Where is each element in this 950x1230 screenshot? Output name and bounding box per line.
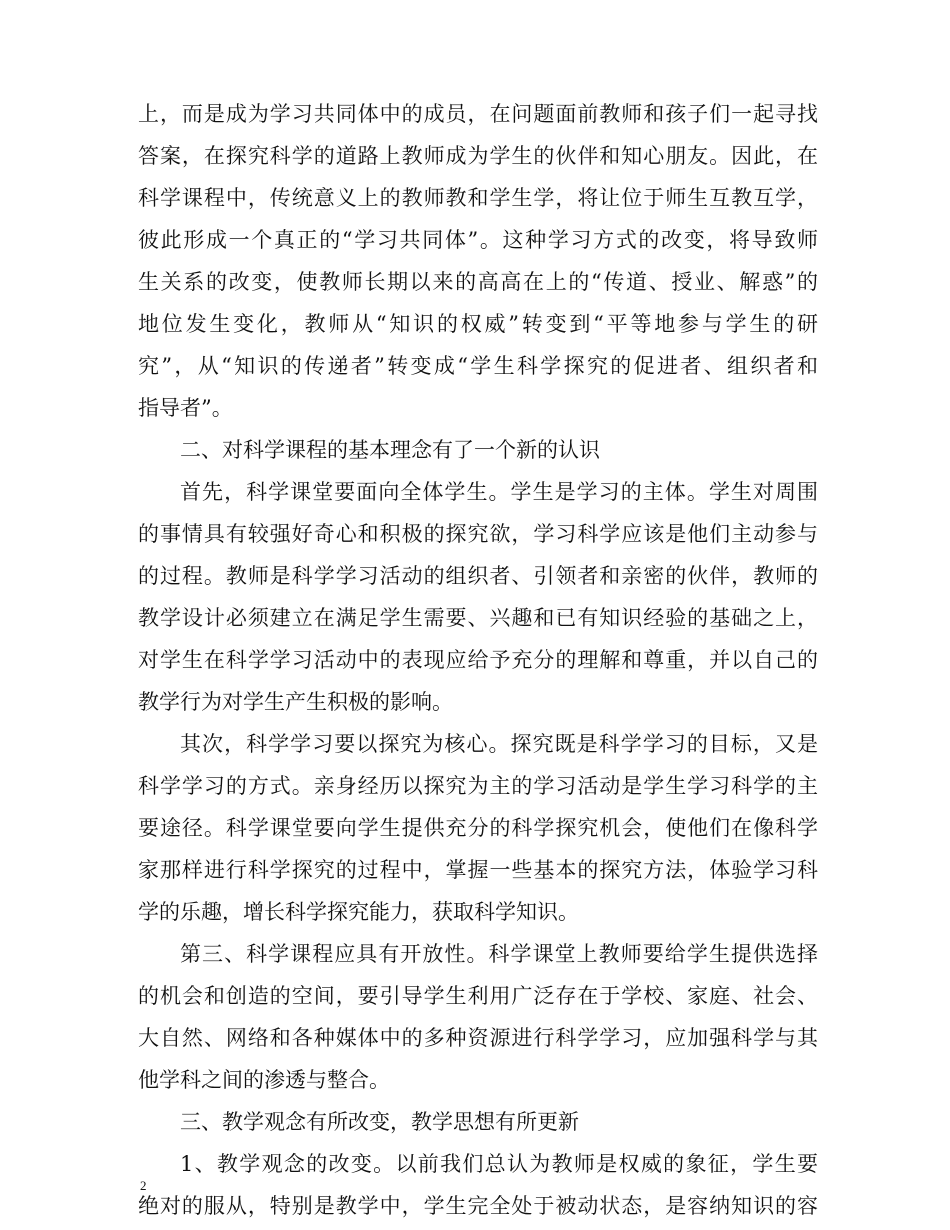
body-text-line: 家那样进行科学探究的过程中，掌握一些基本的探究方法，体验学习科 <box>138 858 818 882</box>
body-text-line: 上，而是成为学习共同体中的成员，在问题面前教师和孩子们一起寻找 <box>138 102 818 126</box>
body-text-line: 要途径。科学课堂要向学生提供充分的科学探究机会，使他们在像科学 <box>138 816 818 840</box>
body-text-line: 生关系的改变，使教师长期以来的高高在上的“传道、授业、解惑”的 <box>138 270 818 294</box>
body-text-line: 的过程。教师是科学学习活动的组织者、引领者和亲密的伙伴，教师的 <box>138 564 818 588</box>
body-text-line: 教学设计必须建立在满足学生需要、兴趣和已有知识经验的基础之上， <box>138 606 818 630</box>
body-text-line: 学的乐趣，增长科学探究能力，获取科学知识。 <box>138 900 579 924</box>
body-text-line: 1、教学观念的改变。以前我们总认为教师是权威的象征，学生要 <box>180 1152 818 1176</box>
body-text-line: 的事情具有较强好奇心和积极的探究欲，学习科学应该是他们主动参与 <box>138 522 818 546</box>
body-text-line: 科学课程中，传统意义上的教师教和学生学，将让位于师生互教互学， <box>138 186 818 210</box>
body-text-line: 绝对的服从，特别是教学中，学生完全处于被动状态，是容纳知识的容 <box>138 1194 818 1218</box>
body-text-line: 答案，在探究科学的道路上教师成为学生的伙伴和知心朋友。因此，在 <box>138 144 818 168</box>
body-text-line: 对学生在科学学习活动中的表现应给予充分的理解和尊重，并以自己的 <box>138 648 818 672</box>
body-text-line: 他学科之间的渗透与整合。 <box>138 1068 390 1092</box>
body-text-line: 彼此形成一个真正的“学习共同体”。这种学习方式的改变，将导致师 <box>138 228 818 252</box>
section-heading: 二、对科学课程的基本理念有了一个新的认识 <box>180 438 600 462</box>
body-text-line: 科学学习的方式。亲身经历以探究为主的学习活动是学生学习科学的主 <box>138 774 818 798</box>
body-text-line: 首先，科学课堂要面向全体学生。学生是学习的主体。学生对周围 <box>180 480 818 504</box>
body-text-line: 指导者”。 <box>138 396 233 420</box>
page-number: 2 <box>140 1178 147 1193</box>
body-text-line: 地位发生变化，教师从“知识的权威”转变到“平等地参与学生的研 <box>138 312 818 336</box>
body-text-line: 的机会和创造的空间，要引导学生利用广泛存在于学校、家庭、社会、 <box>138 984 818 1008</box>
section-heading: 三、教学观念有所改变，教学思想有所更新 <box>180 1110 579 1134</box>
body-text-line: 其次，科学学习要以探究为核心。探究既是科学学习的目标，又是 <box>180 732 818 756</box>
body-text-line: 教学行为对学生产生积极的影响。 <box>138 690 453 714</box>
body-text-line: 第三、科学课程应具有开放性。科学课堂上教师要给学生提供选择 <box>180 942 818 966</box>
body-text-line: 究”，从“知识的传递者”转变成“学生科学探究的促进者、组织者和 <box>138 354 818 378</box>
body-text-line: 大自然、网络和各种媒体中的多种资源进行科学学习，应加强科学与其 <box>138 1026 818 1050</box>
